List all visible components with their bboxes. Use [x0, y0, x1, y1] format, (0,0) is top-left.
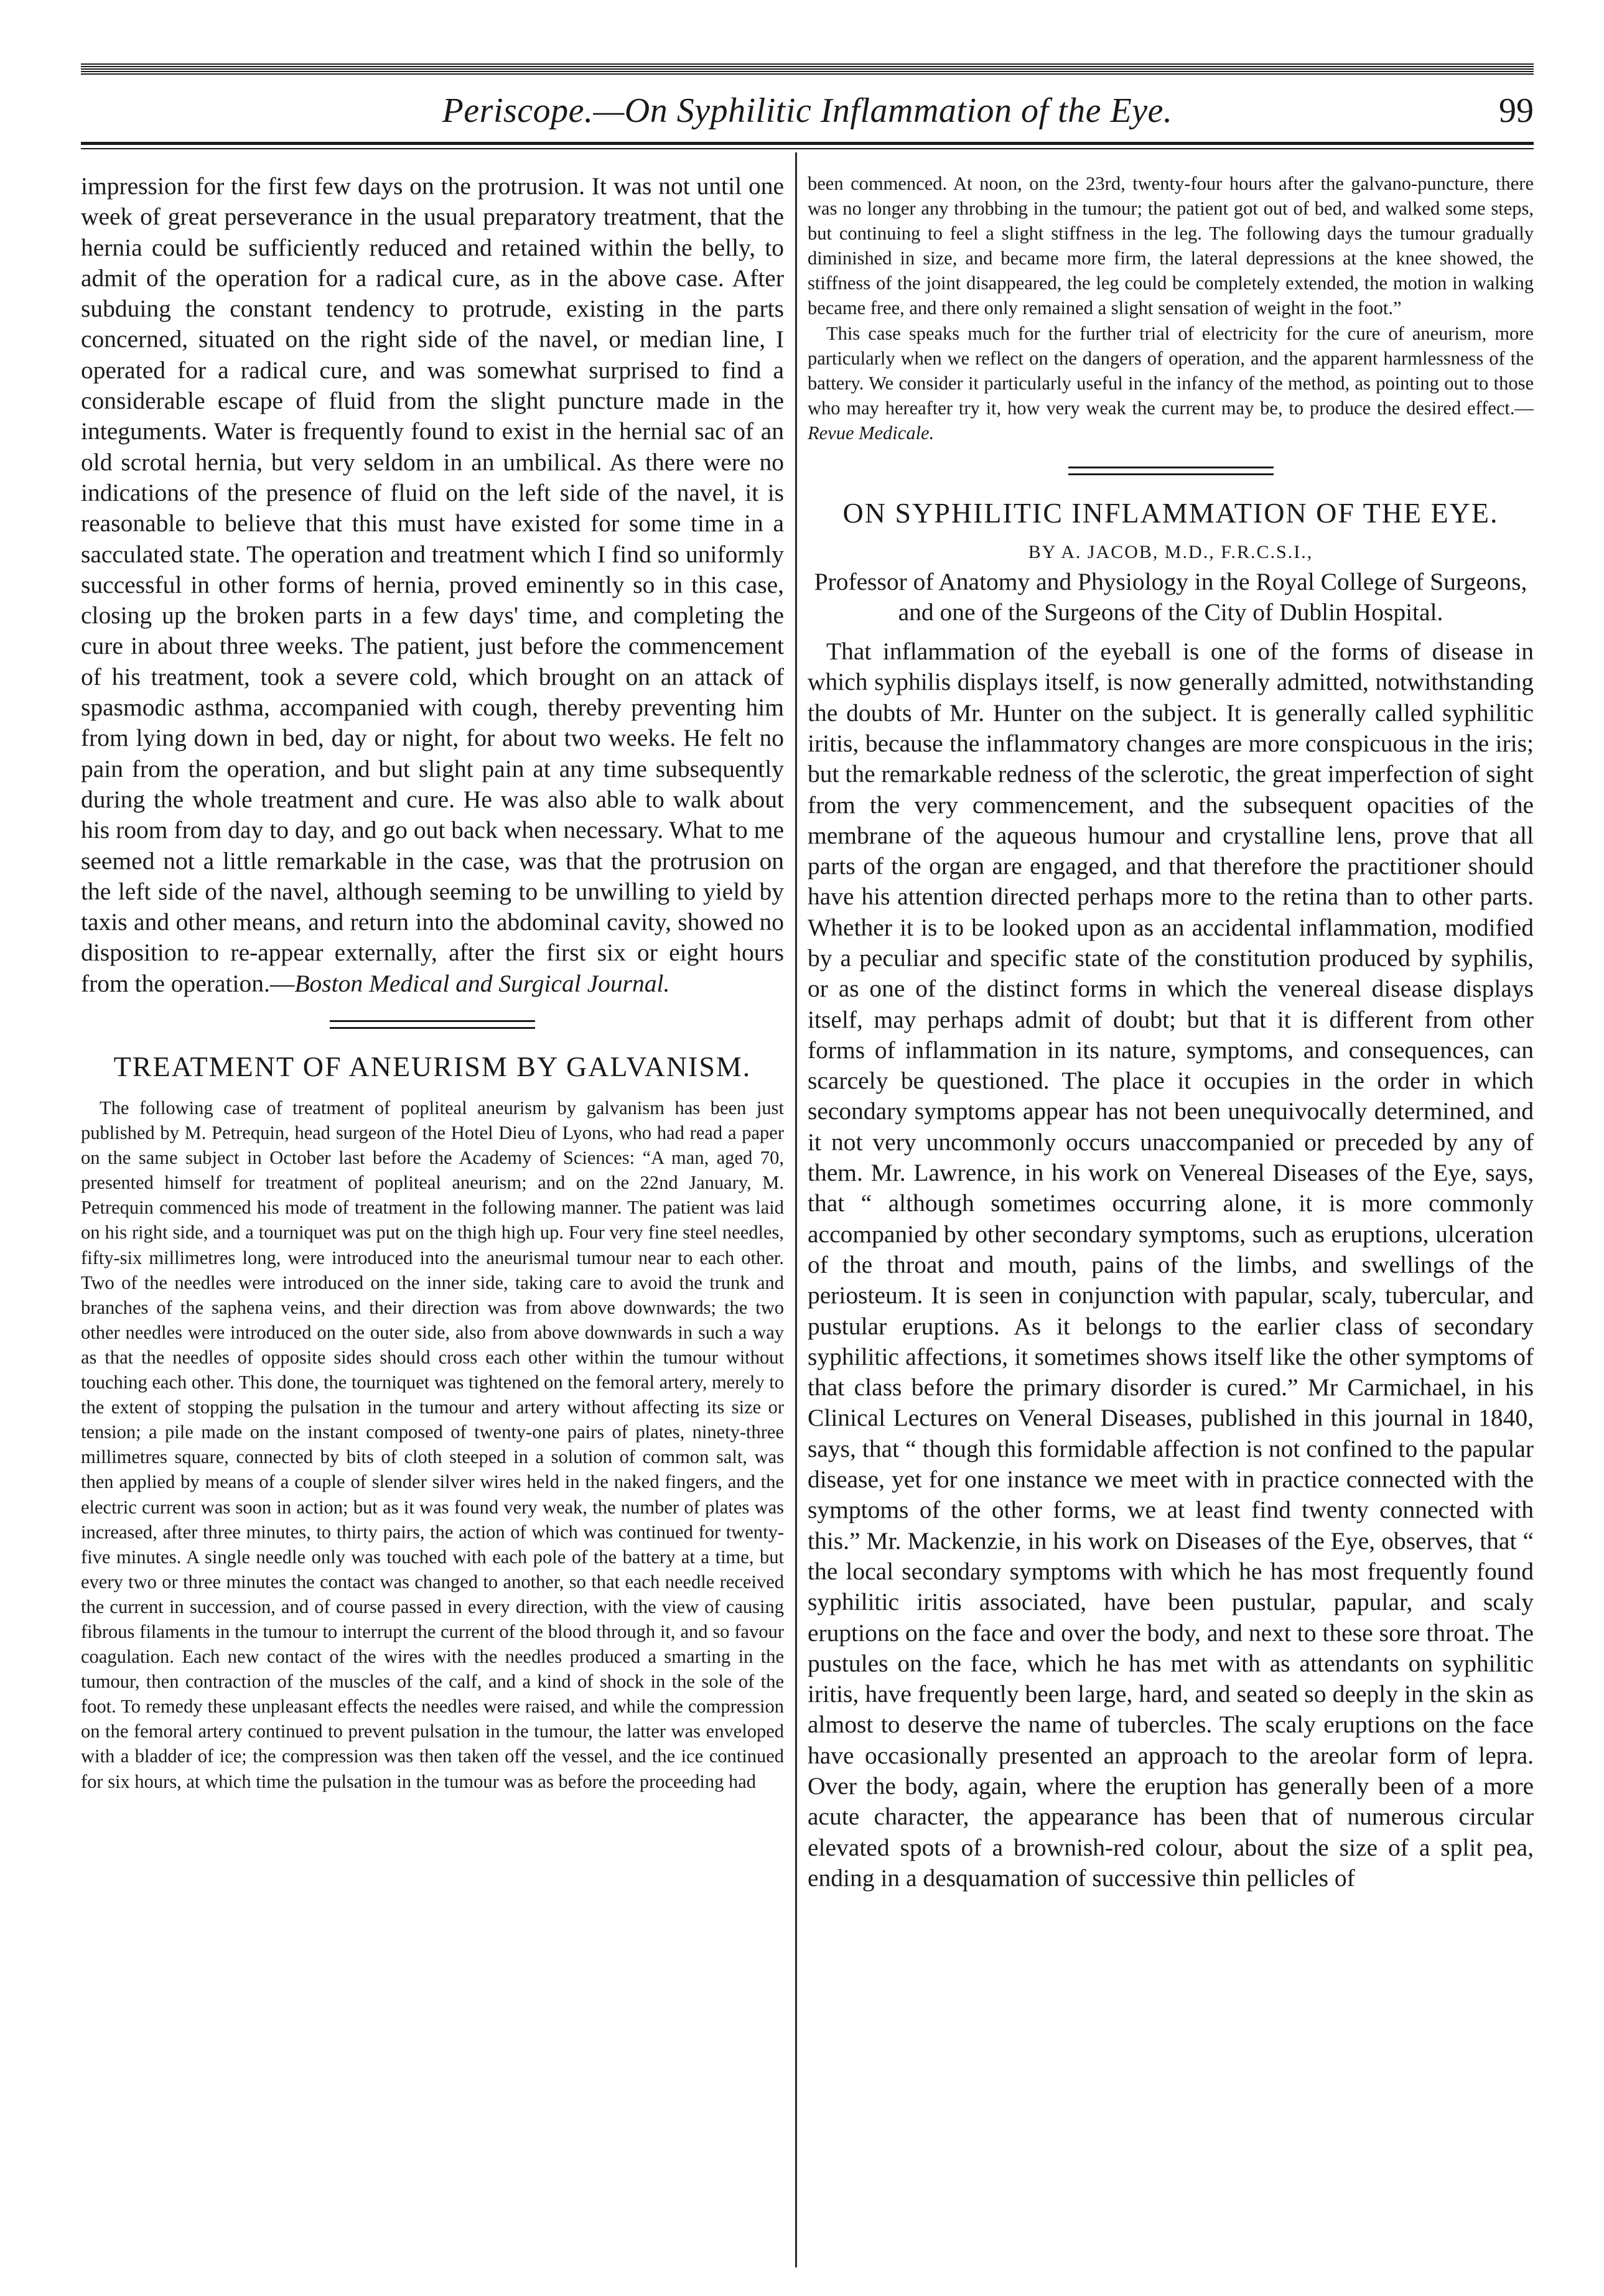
commentary-source: Revue Medicale.: [808, 422, 935, 444]
section-separator-right: [1068, 467, 1274, 475]
syphilitic-paragraph: That inflammation of the eyeball is one of the forms of disease in which syphilis displays itself, is now generally admitted, notwithstanding the doubts of Mr. Hunter on the subject. It is generally called syphilitic iritis, because the inflammatory changes are more conspicuous in the iris; but the remarkable redness of the sclerotic, the great imperfection of sight from the very commencement, and the subsequent opacities of the membrane of the aqueous humour and crystalline lens, prove that all parts of the organ are engaged, and that therefore the practitioner should have his attention directed perhaps more to the retina than to other parts. Whether it is to be looked upon as an accidental inflammation, modified by a peculiar and specific state of the constitution produced by syphilis, or as one of the distinct forms in which the venereal disease displays itself, may perhaps admit of doubt; but that it is different from other forms of inflammation in its nature, symptoms, and consequences, can scarcely be questioned. The place it occupies in the order in which secondary symptoms appear has not been unequivocally determined, and it not very uncommonly occurs unaccompanied or preceded by any of them. Mr. Lawrence, in his work on Venereal Diseases of the Eye, says, that “ although sometimes occurring alone, it is more commonly accompanied by other secondary symptoms, such as eruptions, ulceration of the throat and mouth, pains of the limbs, and swellings of the periosteum. It is seen in conjunction with papular, scaly, tubercular, and pustular eruptions. As it belongs to the earlier class of secondary syphilitic affections, it sometimes shows itself like the other symptoms of that class before the primary disorder is cured.” Mr Carmichael, in his Clinical Lectures on Veneral Diseases, published in this journal in 1840, says, that “ though this formidable affection is not confined to the papular disease, yet for one instance we meet with in practice connected with the symptoms of the other forms, we at least find twenty connected with this.” Mr. Mackenzie, in his work on Diseases of the Eye, observes, that “ the local secondary symptoms with which he has most frequently found syphilitic iritis associated, have been pustular, papular, and scaly eruptions on the face and over the body, and next to these sore throat. The pustules on the face, which he has met with as attendants on syphilitic iritis, have frequently been large, hard, and seated so deeply in the skin as almost to deserve the name of tubercles. The scaly eruptions on the face have occasionally presented an approach to the areolar form of lepra. Over the body, again, where the eruption has generally been of a more acute character, the appearance has been that of numerous circular elevated spots of a brownish-red colour, about the size of a split pea, ending in a desquamation of successive thin pellicles of: [808, 638, 1534, 1892]
hernia-source: Boston Medical and Surgical Journal.: [294, 969, 670, 997]
page-number: 99: [1499, 91, 1534, 130]
aneurism-heading: TREATMENT OF ANEURISM BY GALVANISM.: [113, 1051, 752, 1083]
header-rule-thin: [81, 148, 1534, 149]
aneurism-continuation: been commenced. At noon, on the 23rd, twenty-four hours after the galvano-puncture, there was no longer any throbbing in the tumour; the patient got out of bed, and walked some steps, but continuing to feel a slight stiffness in the leg. The following days the tumour gradually diminished in size, and became more firm, the lateral depressions at the knee showed, the stiffness of the joint disappeared, the leg could be completely extended, the motion in walking became free, and there only remained a slight sensation of weight in the foot.”: [808, 173, 1534, 319]
left-column: [81, 171, 784, 2286]
hernia-paragraph: [81, 171, 784, 999]
commentary-paragraph: [808, 321, 1534, 445]
column-divider: [795, 152, 797, 2267]
section-separator: [330, 1020, 535, 1029]
syphilitic-heading: ON SYPHILITIC INFLAMMATION OF THE EYE.: [842, 497, 1499, 529]
running-title: Periscope.—On Syphilitic Inflammation of the Eye.: [442, 91, 1173, 130]
header-rule: [81, 142, 1534, 145]
aneurism-paragraph: The following case of treatment of popliteal aneurism by galvanism has been just published by M. Petrequin, head surgeon of the Hotel Dieu of Lyons, who had read a paper on the same subject in October last before the Academy of Sciences: “A man, aged 70, presented himself for treatment of popliteal aneurism; and on the 22nd January, M. Petrequin commenced his mode of treatment in the following manner. The patient was laid on his right side, and a tourniquet was put on the thigh high up. Four very fine steel needles, fifty-six millimetres long, were introduced into the aneurismal tumour near to each other. Two of the needles were introduced on the inner side, taking care to avoid the trunk and branches of the saphena veins, and their direction was from above downwards; the two other needles were introduced on the outer side, also from above downwards in such a way as that the needles of opposite sides should cross each other within the tumour without touching each other. This done, the tourniquet was tightened on the femoral artery, merely to the extent of stopping the pulsation in the tumour and artery without affecting its size or tension; a pile made on the instant composed of twenty-one pairs of plates, ninety-three millimetres square, connected by bits of cloth steeped in a solution of common salt, was then applied by means of a couple of slender silver wires held in the naked fingers, and the electric current was soon in action; but as it was found very weak, the number of plates was increased, after three minutes, to thirty pairs, the action of which was continued for twenty-five minutes. A single needle only was touched with each pole of the battery at a time, but every two or three minutes the contact was changed to another, so that each needle received the current in succession, and of course passed in every direction, with the view of causing fibrous filaments in the tumour to interrupt the current of the blood through it, and so favour coagulation. Each new contact of the wires with the needles produced a smarting in the tumour, then contraction of the muscles of the calf, and a kind of shock in the sole of the foot. To remedy these unpleasant effects the needles were raised, and while the compression on the femoral artery continued to prevent pulsation in the tumour, the latter was enveloped with a bladder of ice; the compression was then taken off the vessel, and the ice continued for six hours, at which time the pulsation in the tumour was as before the proceeding had: [81, 1097, 784, 1792]
author-byline: BY A. JACOB, M.D., F.R.C.S.I.,: [1028, 542, 1313, 563]
commentary-text: This case speaks much for the further trial of electricity for the cure of aneurism, more particularly when we reflect on the dangers of operation, and the apparent harmlessness of the battery. We consider it particularly useful in the infancy of the method, as pointing out to those who may hereafter try it, how very weak the current may be, to produce the desired effect.—: [808, 322, 1534, 419]
hernia-paragraph-text: impression for the first few days on the protrusion. It was not until one week of great perseverance in the usual preparatory treatment, that the hernia could be sufficiently reduced and retained within the belly, to admit of the operation for a radical cure, as in the above case. After subduing the constant tendency to protrude, existing in the parts concerned, situated on the right side of the navel, or median line, I operated for a radical cure, and was somewhat surprised to find a considerable escape of fluid from the slight puncture made in the integuments. Water is frequently found to exist in the hernial sac of an old scrotal hernia, but very seldom in an umbilical. As there were no indications of the presence of fluid on the left side of the navel, it is reasonable to believe that this must have existed for some time in a sacculated state. The operation and treatment which I find so uniformly successful in other forms of hernia, proved eminently so in this case, closing up the broken parts in a few days' time, and completing the cure in about three weeks. The patient, just before the commencement of his treatment, took a severe cold, which brought on an attack of spasmodic asthma, accompanied with cough, thereby preventing him from lying down in bed, day or night, for about two weeks. He felt no pain from the operation, and but slight pain at any time subsequently during the whole treatment and cure. He was also able to walk about his room from day to day, and go out back when necessary. What to me seemed not a little remarkable in the case, was that the protrusion on the left side of the navel, although seeming to be unwilling to yield by taxis and other means, and return into the abdominal cavity, showed no disposition to re-appear externally, after the first six or eight hours from the operation.—: [81, 172, 784, 997]
right-column: [808, 171, 1534, 2286]
author-affiliation: Professor of Anatomy and Physiology in the Royal College of Surgeons, and one of the Surgeons of the City of Dublin Hospital.: [814, 568, 1527, 626]
top-double-rule: [81, 63, 1534, 76]
running-header: [81, 86, 1534, 136]
